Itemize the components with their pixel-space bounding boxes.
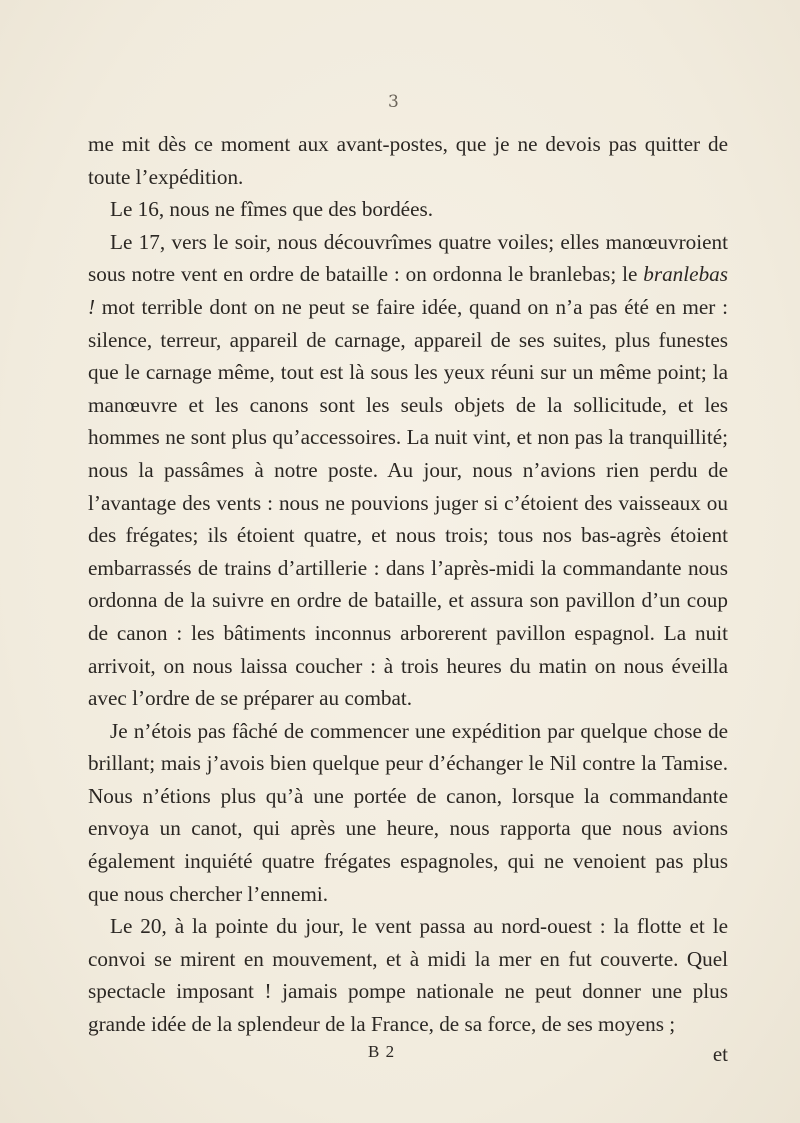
paragraph xyxy=(88,715,728,911)
paragraph xyxy=(88,910,728,1040)
text-segment: Le 16, nous ne fîmes que des bordées. xyxy=(110,197,434,222)
text-segment: Le 17, vers le soir, nous découvrîmes quatre voiles; elles manœuvroient sous notre vent en ordre de bataille : on ordonna le branlebas; le xyxy=(88,229,728,287)
signature-mark: B 2 xyxy=(368,1042,396,1061)
catchword: et xyxy=(712,1042,728,1066)
text-segment: Le 20, à la pointe du jour, le vent passa au nord-ouest : la flotte et le convoi se mirent en mouvement, et à midi la mer en fut couverte. Quel spectacle imposant ! jamais pompe nationale ne peut donner une plus grande idée de la splendeur de la France, de sa force, de ses moyens ; xyxy=(88,914,728,1037)
text-segment: mot terrible dont on ne peut se faire idée, quand on n’a pas été en mer : silence, terreur, appareil de carnage, appareil de ses suites, plus funestes que le carnage même, tout est là sous les yeux réuni sur un même point; la manœuvre et les canons sont les seuls objets de la sollicitude, et les hommes ne sont plus qu’accessoires. La nuit vint, et non pas la tranquillité; nous la passâmes à notre poste. Au jour, nous n’avions rien perdu de l’avantage des vents : nous ne pouvions juger si c’étoient des vaisseaux ou des frégates; ils étoient quatre, et nous trois; tous nos bas-agrès étoient embarrassés de trains d’artillerie : dans l’après-midi la commandante nous ordonna de la suivre en ordre de bataille, et assura son pavillon d’un coup de canon : les bâtiments inconnus arborerent pavillon espagnol. La nuit arrivoit, on nous laissa coucher : à trois heures du matin on nous éveilla avec l’ordre de se préparer au combat. xyxy=(88,294,728,711)
text-segment: me mit dès ce moment aux avant-postes, que je ne devois pas quitter de toute l’expédition. xyxy=(88,132,728,189)
paragraph xyxy=(88,128,728,193)
paragraph xyxy=(88,226,728,715)
page-footer xyxy=(88,1042,728,1072)
text-segment: Je n’étois pas fâché de commencer une expédition par quelque chose de brillant; mais j’avois bien quelque peur d’échanger le Nil contre la Tamise. Nous n’étions plus qu’à une portée de canon, lorsque la commandante envoya un canot, qui après une heure, nous rapporta que nous avions également inquiété quatre frégates espagnoles, qui ne venoient pas plus que nous chercher l’ennemi. xyxy=(88,718,728,906)
italic-text: branlebas ! xyxy=(88,262,728,319)
body-text xyxy=(88,128,728,1041)
paragraph xyxy=(88,193,728,226)
page-number: 3 xyxy=(388,92,399,112)
